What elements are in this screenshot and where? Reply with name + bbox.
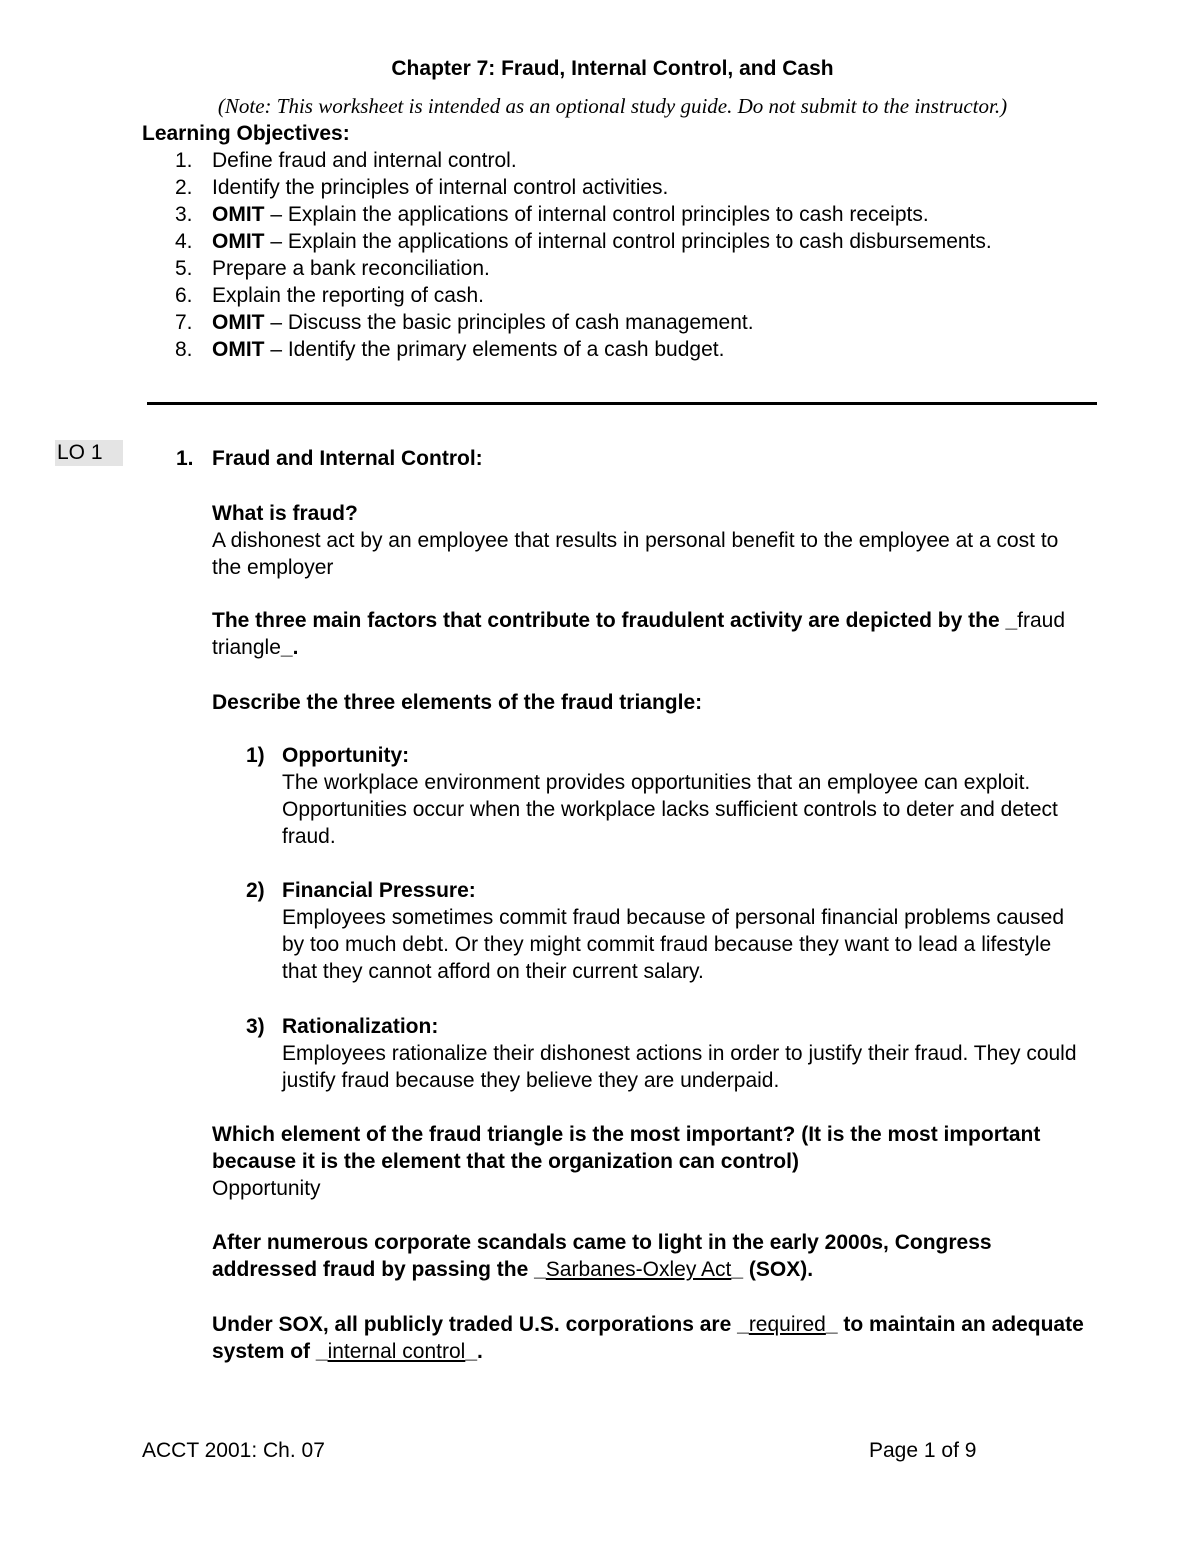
what-is-fraud-block [212,500,1092,581]
objective-number: 5. [175,257,193,280]
objective-number: 1. [175,149,193,172]
fraud-triangle-question: The three main factors that contribute to fraudulent activity are depicted by the _fraud triangle_. [212,609,1066,659]
most-important-answer: Opportunity [212,1177,321,1200]
section-divider [147,402,1097,405]
element-description: Employees rationalize their dishonest actions in order to justify their fraud. They could justify fraud because they believe they are underpaid. [282,1042,1077,1092]
omit-flag: OMIT [212,230,265,253]
required-answer: required [748,1313,826,1336]
objective-item [142,309,1102,336]
describe-elements-question: Describe the three elements of the fraud triangle: [212,691,703,714]
element-description: Employees sometimes commit fraud because of personal financial problems caused by too much debt. Or they might commit fraud because they want to lead a lifestyle that they cannot afford on their current salary. [282,906,1065,983]
objective-number: 4. [175,230,193,253]
page-title: Chapter 7: Fraud, Internal Control, and Cash [391,57,834,80]
element-number: 1) [246,744,265,767]
objective-text: – Explain the applications of internal control principles to cash disbursements. [264,230,992,253]
omit-flag: OMIT [212,338,265,361]
study-guide-note: (Note: This worksheet is intended as an optional study guide. Do not submit to the instructor.) [217,94,1008,118]
objective-text: Explain the reporting of cash. [212,284,484,307]
objective-item [142,147,1102,174]
sox-requirement-question: Under SOX, all publicly traded U.S. corporations are _required_ to maintain an adequate system of _internal control_. [212,1313,1084,1363]
objectives-list [142,147,1102,363]
element-number: 2) [246,879,265,902]
objective-item [142,201,1102,228]
omit-flag: OMIT [212,203,265,226]
objective-number: 7. [175,311,193,334]
answer-what-is-fraud: A dishonest act by an employee that results in personal benefit to the employee at a cost to the employer [212,529,1059,579]
objective-number: 6. [175,284,193,307]
element-label: Financial Pressure: [282,879,476,902]
section-heading [176,445,1096,472]
most-important-question: Which element of the fraud triangle is the most important? (It is the most important because it is the element that the organization can control) [212,1123,1041,1173]
internal-control-answer: internal control [327,1340,466,1363]
objective-text: Identify the principles of internal control activities. [212,176,669,199]
objective-number: 2. [175,176,193,199]
objective-text: Define fraud and internal control. [212,149,517,172]
question-what-is-fraud: What is fraud? [212,502,358,525]
omit-flag: OMIT [212,311,265,334]
element-opportunity [246,742,1086,850]
objective-number: 8. [175,338,193,361]
element-label: Rationalization: [282,1015,439,1038]
objective-text: – Identify the primary elements of a cash budget. [264,338,725,361]
sox-answer: Sarbanes-Oxley Act [545,1258,732,1281]
objective-text: Prepare a bank reconciliation. [212,257,490,280]
objective-item [142,255,1102,282]
objective-text: – Discuss the basic principles of cash management. [264,311,754,334]
element-financial-pressure [246,877,1086,985]
objective-item [142,282,1102,309]
sox-question: After numerous corporate scandals came to light in the early 2000s, Congress addressed fraud by passing the _Sarbanes-Oxley Act_ (SOX). [212,1231,992,1281]
fraud-triangle-answer: fraud triangle [212,609,1066,659]
element-description: The workplace environment provides opportunities that an employee can exploit. Opportunities occur when the workplace lacks sufficient controls to deter and detect fraud. [282,771,1058,848]
objective-item [142,228,1102,255]
section-number: 1. [176,447,194,470]
element-number: 3) [246,1015,265,1038]
objective-item [142,174,1102,201]
footer-page-number: Page 1 of 9 [869,1439,977,1462]
footer-course: ACCT 2001: Ch. 07 [142,1439,325,1462]
objective-item [142,336,1102,363]
objective-number: 3. [175,203,193,226]
most-important-block [212,1121,1092,1202]
objective-text: – Explain the applications of internal control principles to cash receipts. [264,203,929,226]
element-rationalization [246,1013,1086,1094]
lo-badge: LO 1 [55,440,123,466]
element-label: Opportunity: [282,744,410,767]
objectives-heading: Learning Objectives: [142,122,350,145]
section-title: Fraud and Internal Control: [212,447,483,470]
